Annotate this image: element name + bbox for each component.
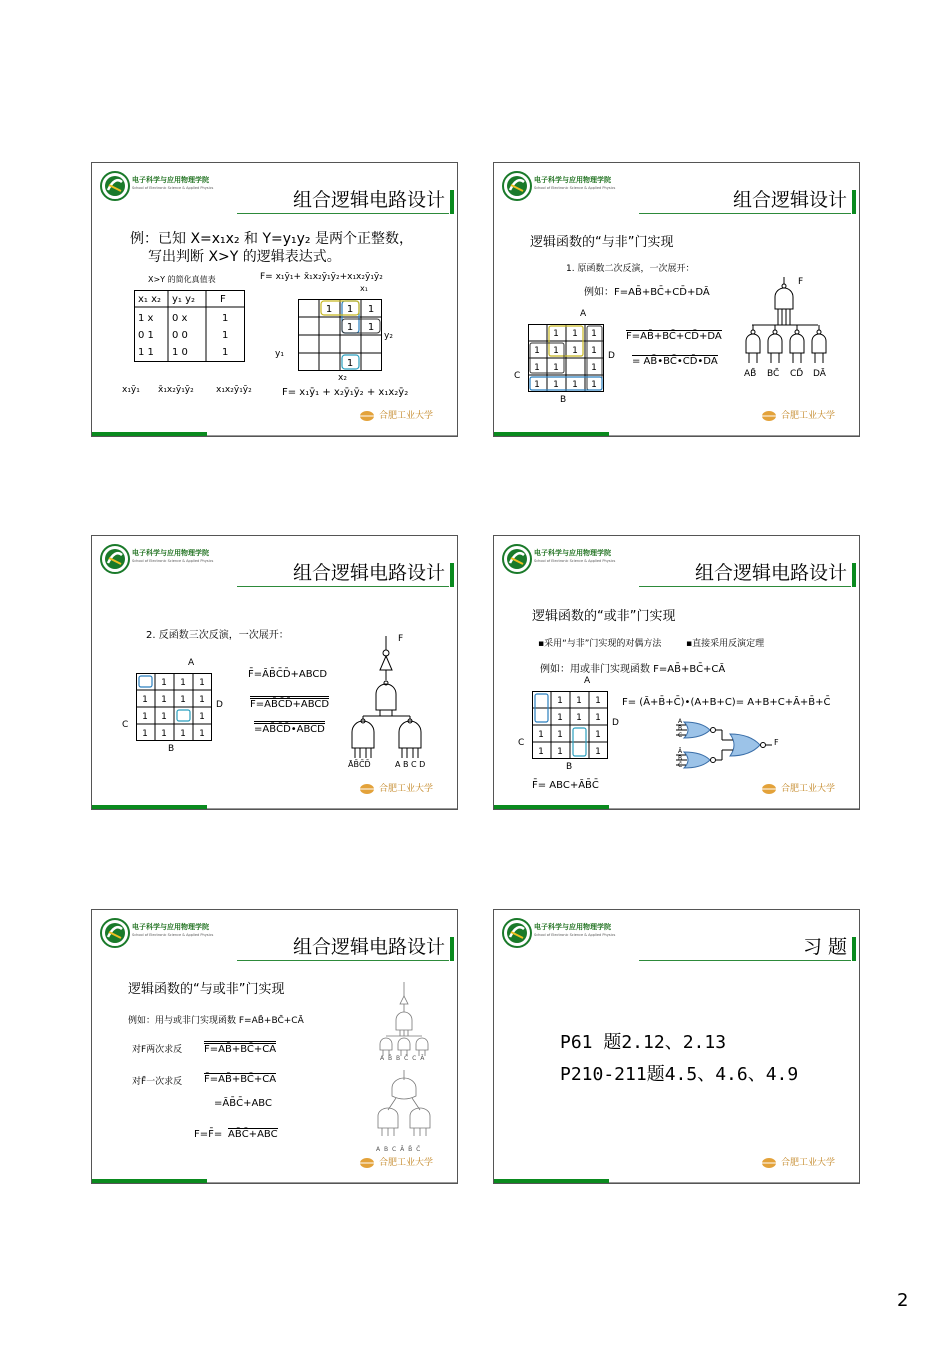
university-logo-icon xyxy=(761,1153,851,1171)
svg-text:1: 1 xyxy=(534,346,540,356)
slide-5 xyxy=(91,909,458,1184)
univ-name-text: 合肥工业大学 xyxy=(379,784,434,794)
svg-text:1: 1 xyxy=(161,712,167,722)
kmap-label-d: D xyxy=(612,718,619,728)
svg-text:1: 1 xyxy=(161,695,167,705)
svg-text:1: 1 xyxy=(553,363,559,373)
svg-text:1: 1 xyxy=(142,712,148,722)
svg-text:1: 1 xyxy=(538,730,544,740)
title-accent-bar xyxy=(852,937,856,961)
table-cell: 1 x xyxy=(138,313,154,324)
kmap-label-b: B xyxy=(168,744,175,754)
univ-name-text: 合肥工业大学 xyxy=(781,411,836,421)
example-line1: 例：已知 X=x₁x₂ 和 Y=y₁y₂ 是两个正整数， xyxy=(130,231,413,247)
college-logo-icon xyxy=(100,544,130,574)
gate-input: DĀ xyxy=(813,369,826,379)
term-3: x₁x₂ȳ₁ȳ₂ xyxy=(216,385,252,395)
bullet-demorgan: ▪直接采用反演定理 xyxy=(686,639,765,649)
dept-name: 电子科学与应用物理学院 xyxy=(132,176,209,184)
kmap-label-d: D xyxy=(608,351,615,361)
table-cell: 1 xyxy=(222,347,229,358)
svg-text:1: 1 xyxy=(346,322,354,333)
exercise-line2: P210-211题4.5、4.6、4.9 xyxy=(560,1064,799,1085)
expression-bottom: F= x₁ȳ₁ + x₂ȳ₁ȳ₂ + x₁x₂ȳ₂ xyxy=(282,387,409,398)
kmap-label-x2: x₂ xyxy=(338,373,347,383)
svg-text:1: 1 xyxy=(199,712,205,722)
university-logo-icon xyxy=(761,779,851,797)
title-accent-bar xyxy=(852,563,856,587)
exercise-line1: P61 题2.12、2.13 xyxy=(560,1032,727,1053)
step1-label: 对F两次求反 xyxy=(132,1045,183,1055)
kmap-label-y1: y₁ xyxy=(275,349,284,359)
slide-title: 组合逻辑电路设计 xyxy=(292,189,445,211)
slide-1 xyxy=(91,162,458,437)
slide-title: 组合逻辑电路设计 xyxy=(694,562,847,584)
slide-title: 组合逻辑电路设计 xyxy=(292,936,445,958)
svg-text:1: 1 xyxy=(591,346,597,356)
table-cell: 1 0 xyxy=(172,347,188,358)
svg-text:1: 1 xyxy=(553,329,559,339)
gate-inputs-right: A B C D xyxy=(395,760,426,769)
svg-text:1: 1 xyxy=(161,678,167,688)
page-number: 2 xyxy=(897,1290,909,1311)
equation-2: = AB̄•BC̄•CD̄•DĀ xyxy=(632,356,718,367)
dept-name: 电子科学与应用物理学院 xyxy=(132,923,209,931)
kmap-label-a: A xyxy=(580,309,587,319)
college-logo-icon xyxy=(100,171,130,201)
svg-text:1: 1 xyxy=(595,713,601,723)
step4-expr: ĀB̄C̄+ABC xyxy=(228,1129,278,1140)
step3-expr: =ĀB̄C̄+ABC xyxy=(214,1098,272,1109)
title-underline xyxy=(237,960,449,961)
svg-text:1: 1 xyxy=(572,380,578,390)
example-text: 例如：用与或非门实现函数 F=AB̄+BC̄+CĀ xyxy=(128,1016,304,1026)
dept-name-en: School of Electronic Science & Applied Physics xyxy=(132,933,214,937)
nand-gate-tree xyxy=(744,273,834,379)
th-x: x₁ x₂ xyxy=(138,294,162,305)
fbar-expression: F̄= ABC+ĀB̄C̄ xyxy=(532,780,599,791)
karnaugh-map xyxy=(136,673,212,741)
title-accent-bar xyxy=(450,563,454,587)
kmap-label-c: C xyxy=(122,720,129,730)
title-underline xyxy=(237,213,449,214)
term-1: x₁ȳ₁ xyxy=(122,385,140,395)
step-text: 2. 反函数三次反演，一次展开： xyxy=(146,630,289,641)
footer-accent-bar xyxy=(494,1179,609,1183)
expression-top: F= x₁ȳ₁+ x̄₁x₂ȳ₁ȳ₂+x₁x₂ȳ₁ȳ₂ xyxy=(260,272,383,282)
karnaugh-map xyxy=(528,324,604,392)
svg-text:1: 1 xyxy=(557,747,563,757)
svg-text:1: 1 xyxy=(346,304,354,315)
gate-input: CD̄ xyxy=(790,369,804,379)
subtitle: 逻辑函数的“与或非”门实现 xyxy=(128,982,285,997)
svg-text:1: 1 xyxy=(557,696,563,706)
subtitle: 逻辑函数的“或非”门实现 xyxy=(532,609,676,624)
footer-accent-bar xyxy=(92,805,207,809)
table-cell: 1 xyxy=(222,313,229,324)
kmap-label-x1: x₁ xyxy=(360,284,368,293)
univ-name-text: 合肥工业大学 xyxy=(781,784,836,794)
kmap-label-a: A xyxy=(188,658,195,668)
kmap-label-c: C xyxy=(514,371,521,381)
svg-text:1: 1 xyxy=(576,696,582,706)
slide-title: 组合逻辑电路设计 xyxy=(292,562,445,584)
gate-output-f: F xyxy=(774,738,779,747)
svg-text:1: 1 xyxy=(534,380,540,390)
gate2-inputs: Ā B̄ C̄ xyxy=(678,748,683,769)
table-cell: 1 xyxy=(222,330,229,341)
college-logo-icon xyxy=(502,544,532,574)
table-caption: X>Y 的简化真值表 xyxy=(148,275,216,284)
univ-name-text: 合肥工业大学 xyxy=(781,1158,836,1168)
step4-label: F=F̄= xyxy=(194,1129,223,1140)
kmap-label-d: D xyxy=(216,700,223,710)
footer-accent-bar xyxy=(92,432,207,436)
title-underline xyxy=(639,586,851,587)
svg-text:1: 1 xyxy=(367,304,375,315)
dept-name: 电子科学与应用物理学院 xyxy=(132,549,209,557)
svg-text:1: 1 xyxy=(576,713,582,723)
table-cell: 0 0 xyxy=(172,330,188,341)
step2-expr: F̄=AB̄+BC̄+CĀ xyxy=(204,1074,277,1085)
title-accent-bar xyxy=(450,190,454,214)
svg-text:1: 1 xyxy=(534,363,540,373)
th-y: y₁ y₂ xyxy=(172,294,196,305)
example-line2: 写出判断 X>Y 的逻辑表达式。 xyxy=(148,249,341,265)
svg-text:1: 1 xyxy=(199,729,205,739)
bottom-tree-inputs: A B C Ā B̄ C̄ xyxy=(376,1146,422,1153)
th-f: F xyxy=(220,294,226,305)
gate-inputs-left: ĀB̄C̄D̄ xyxy=(348,760,371,769)
svg-text:1: 1 xyxy=(595,747,601,757)
equation-1: F=AB̄+BC̄+CD̄+DĀ xyxy=(626,331,722,342)
footer-accent-bar xyxy=(494,805,609,809)
title-accent-bar xyxy=(852,190,856,214)
university-logo-icon xyxy=(359,1153,449,1171)
svg-text:1: 1 xyxy=(591,329,597,339)
title-underline xyxy=(639,960,851,961)
svg-text:1: 1 xyxy=(199,678,205,688)
equation-3: =ĀB̄C̄D̄•ABCD xyxy=(254,721,325,735)
college-logo-icon xyxy=(502,918,532,948)
university-logo-icon xyxy=(359,406,449,424)
svg-text:1: 1 xyxy=(572,346,578,356)
dept-name: 电子科学与应用物理学院 xyxy=(534,923,611,931)
step-text: 1. 原函数二次反演，一次展开： xyxy=(566,264,695,274)
slide-4 xyxy=(493,535,860,810)
title-underline xyxy=(237,586,449,587)
example-text: 例如：F=AB̄+BC̄+CD̄+DĀ xyxy=(584,287,710,298)
svg-text:1: 1 xyxy=(591,380,597,390)
equation-1: F̄=ĀB̄C̄D̄+ABCD xyxy=(248,669,328,680)
svg-text:1: 1 xyxy=(572,329,578,339)
karnaugh-map xyxy=(532,691,608,759)
subtitle: 逻辑函数的“与非”门实现 xyxy=(530,235,674,250)
equation-2: F=ĀB̄C̄D̄+ABCD xyxy=(250,696,329,710)
slide-6 xyxy=(493,909,860,1184)
svg-text:1: 1 xyxy=(142,729,148,739)
svg-text:1: 1 xyxy=(367,322,375,333)
and-nor-tree-bottom xyxy=(374,1070,434,1144)
svg-text:1: 1 xyxy=(538,747,544,757)
table-cell: 1 1 xyxy=(138,347,154,358)
college-logo-icon xyxy=(502,171,532,201)
univ-name-text: 合肥工业大学 xyxy=(379,1158,434,1168)
kmap-label-a: A xyxy=(584,676,591,686)
table-cell: 0 x xyxy=(172,313,188,324)
kmap-label-y2: y₂ xyxy=(384,331,393,341)
svg-text:1: 1 xyxy=(199,695,205,705)
svg-text:1: 1 xyxy=(142,695,148,705)
karnaugh-map xyxy=(298,299,382,371)
gate1-inputs: A B C xyxy=(678,718,683,739)
dept-name: 电子科学与应用物理学院 xyxy=(534,549,611,557)
svg-text:1: 1 xyxy=(180,695,186,705)
dept-name-en: School of Electronic Science & Applied Physics xyxy=(534,933,616,937)
dept-name-en: School of Electronic Science & Applied Physics xyxy=(534,186,616,190)
kmap-label-b: B xyxy=(566,762,573,772)
svg-text:1: 1 xyxy=(180,729,186,739)
svg-text:1: 1 xyxy=(557,713,563,723)
kmap-label-b: B xyxy=(560,395,567,405)
dept-name-en: School of Electronic Science & Applied Physics xyxy=(132,559,214,563)
svg-text:1: 1 xyxy=(325,304,333,315)
gate-input: BC̄ xyxy=(767,369,780,379)
gate-input: AB̄ xyxy=(744,369,757,379)
university-logo-icon xyxy=(359,779,449,797)
svg-text:1: 1 xyxy=(180,678,186,688)
slide-3 xyxy=(91,535,458,810)
equation: F= (Ā+B̄+C̄)•(A+B+C)= A+B+C+Ā+B̄+C̄ xyxy=(622,697,831,708)
slide-title: 组合逻辑设计 xyxy=(732,189,847,211)
top-tree-inputs: A B̄ B C̄ C Ā xyxy=(380,1055,426,1062)
bullet-dual: ▪采用“与非”门实现的对偶方法 xyxy=(538,639,662,649)
table-cell: 0 1 xyxy=(138,330,154,341)
example-text: 例如：用或非门实现函数 F=AB̄+BC̄+CĀ xyxy=(540,664,726,675)
svg-text:1: 1 xyxy=(595,730,601,740)
slide-2 xyxy=(493,162,860,437)
svg-text:1: 1 xyxy=(553,380,559,390)
term-2: x̄₁x₂ȳ₁ȳ₂ xyxy=(158,385,194,395)
footer-accent-bar xyxy=(92,1179,207,1183)
kmap-label-c: C xyxy=(518,738,525,748)
nand-tree-top xyxy=(374,982,434,1062)
svg-text:1: 1 xyxy=(346,358,354,369)
svg-text:1: 1 xyxy=(591,363,597,373)
nand-gate-circuit xyxy=(348,636,428,764)
svg-text:1: 1 xyxy=(595,696,601,706)
svg-text:1: 1 xyxy=(553,346,559,356)
svg-text:1: 1 xyxy=(161,729,167,739)
gate-output-f: F xyxy=(398,634,404,644)
title-underline xyxy=(639,213,851,214)
slide-title: 习 题 xyxy=(802,936,847,958)
university-logo-icon xyxy=(761,406,851,424)
dept-name-en: School of Electronic Science & Applied Physics xyxy=(534,559,616,563)
svg-text:1: 1 xyxy=(557,730,563,740)
footer-accent-bar xyxy=(494,432,609,436)
college-logo-icon xyxy=(100,918,130,948)
step2-label: 对F̄一次求反 xyxy=(132,1077,183,1087)
univ-name-text: 合肥工业大学 xyxy=(379,411,434,421)
gate-output-f: F xyxy=(798,277,804,287)
dept-name-en: School of Electronic Science & Applied Physics xyxy=(132,186,214,190)
dept-name: 电子科学与应用物理学院 xyxy=(534,176,611,184)
step1-expr: F=AB̄+BC̄+CĀ xyxy=(204,1041,276,1055)
title-accent-bar xyxy=(450,937,454,961)
nor-gate-circuit xyxy=(674,720,794,780)
